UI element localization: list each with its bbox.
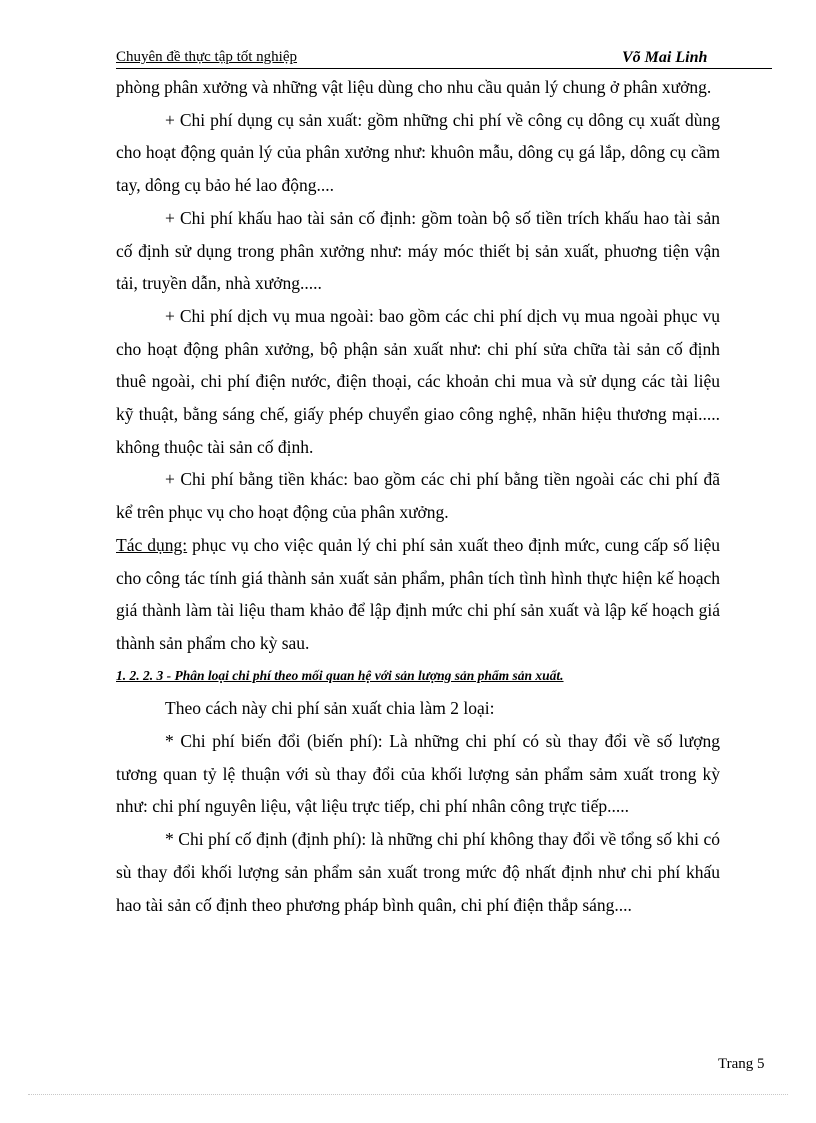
paragraph-classification-intro: Theo cách này chi phí sản xuất chia làm 2 loại: [165, 698, 495, 719]
effect-text: phục vụ cho việc quản lý chi phí sản xuất theo định mức, cung cấp số liệu cho công tác tính giá thành sản xuất sản phẩm, phân tích tình hình thực hiện kế hoạch giá thành làm tài liệu tham khảo để lập định mức chi phí sản xuất và lập kế hoạch giá thành sản phẩm cho kỳ sau. [116, 534, 720, 653]
paragraph-effect [116, 529, 720, 660]
document-body [116, 71, 720, 921]
paragraph-fixed-costs: * Chi phí cố định (định phí): là những chi phí không thay đổi về tổng số khi có sù thay đổi khối lượng sản phẩm sản xuất trong mức độ nhất định như chi phí khấu hao tài sản cố định theo phương pháp bình quân, chi phí điện thắp sáng.... [116, 829, 720, 915]
paragraph-depreciation-costs: + Chi phí khấu hao tài sản cố định: gồm toàn bộ số tiền trích khấu hao tài sản cố định sử dụng trong phân xưởng như: máy móc thiết bị sản xuất, phuơng tiện vận tải, truyền dẫn, nhà xưởng..... [116, 207, 720, 294]
paragraph-tool-costs: + Chi phí dụng cụ sản xuất: gồm những chi phí về công cụ dông cụ xuất dùng cho hoạt động quản lý của phân xưởng như: khuôn mẫu, dông cụ gá lắp, dông cụ cầm tay, dông cụ bảo hé lao động.... [116, 109, 720, 196]
paragraph-variable-costs: * Chi phí biến đổi (biến phí): Là những chi phí có sù thay đổi về số lượng tương quan tỷ lệ thuận với sù thay đổi của khối lượng sản phẩm sảm xuất trong kỳ như: chi phí nguyên liệu, vật liệu trực tiếp, chi phí nhân công trực tiếp..... [116, 731, 720, 817]
page-bottom-divider [28, 1094, 788, 1095]
header-author: Võ Mai Linh [622, 49, 708, 66]
page-header [116, 48, 772, 69]
page-number: Trang 5 [718, 1056, 765, 1072]
header-title: Chuyên đề thực tập tốt nghiệp [116, 49, 298, 65]
paragraph-outsourced-services: + Chi phí dịch vụ mua ngoài: bao gồm các chi phí dịch vụ mua ngoài phục vụ cho hoạt động phân xưởng, bộ phận sản xuất như: chi phí sửa chữa tài sản cố định thuê ngoài, chi phí điện nước, điện thoại, các khoản chi mua và sử dụng các tài liệu kỹ thuật, bằng sáng chế, giấy phép chuyển giao công nghệ, nhãn hiệu thương mại..... không thuộc tài sản cố định. [116, 305, 720, 457]
section-heading: 1. 2. 2. 3 - Phân loại chi phí theo mối quan hệ với sản lượng sản phẩm sản xuất. [116, 667, 564, 683]
paragraph-other-cash-costs: + Chi phí bằng tiền khác: bao gồm các chi phí bằng tiền ngoài các chi phí đã kể trên phục vụ cho hoạt động của phân xưởng. [116, 469, 720, 523]
paragraph-continuation: phòng phân xưởng và những vật liệu dùng cho nhu cầu quản lý chung ở phân xưởng. [116, 77, 712, 97]
effect-label: Tác dụng: [116, 534, 188, 555]
